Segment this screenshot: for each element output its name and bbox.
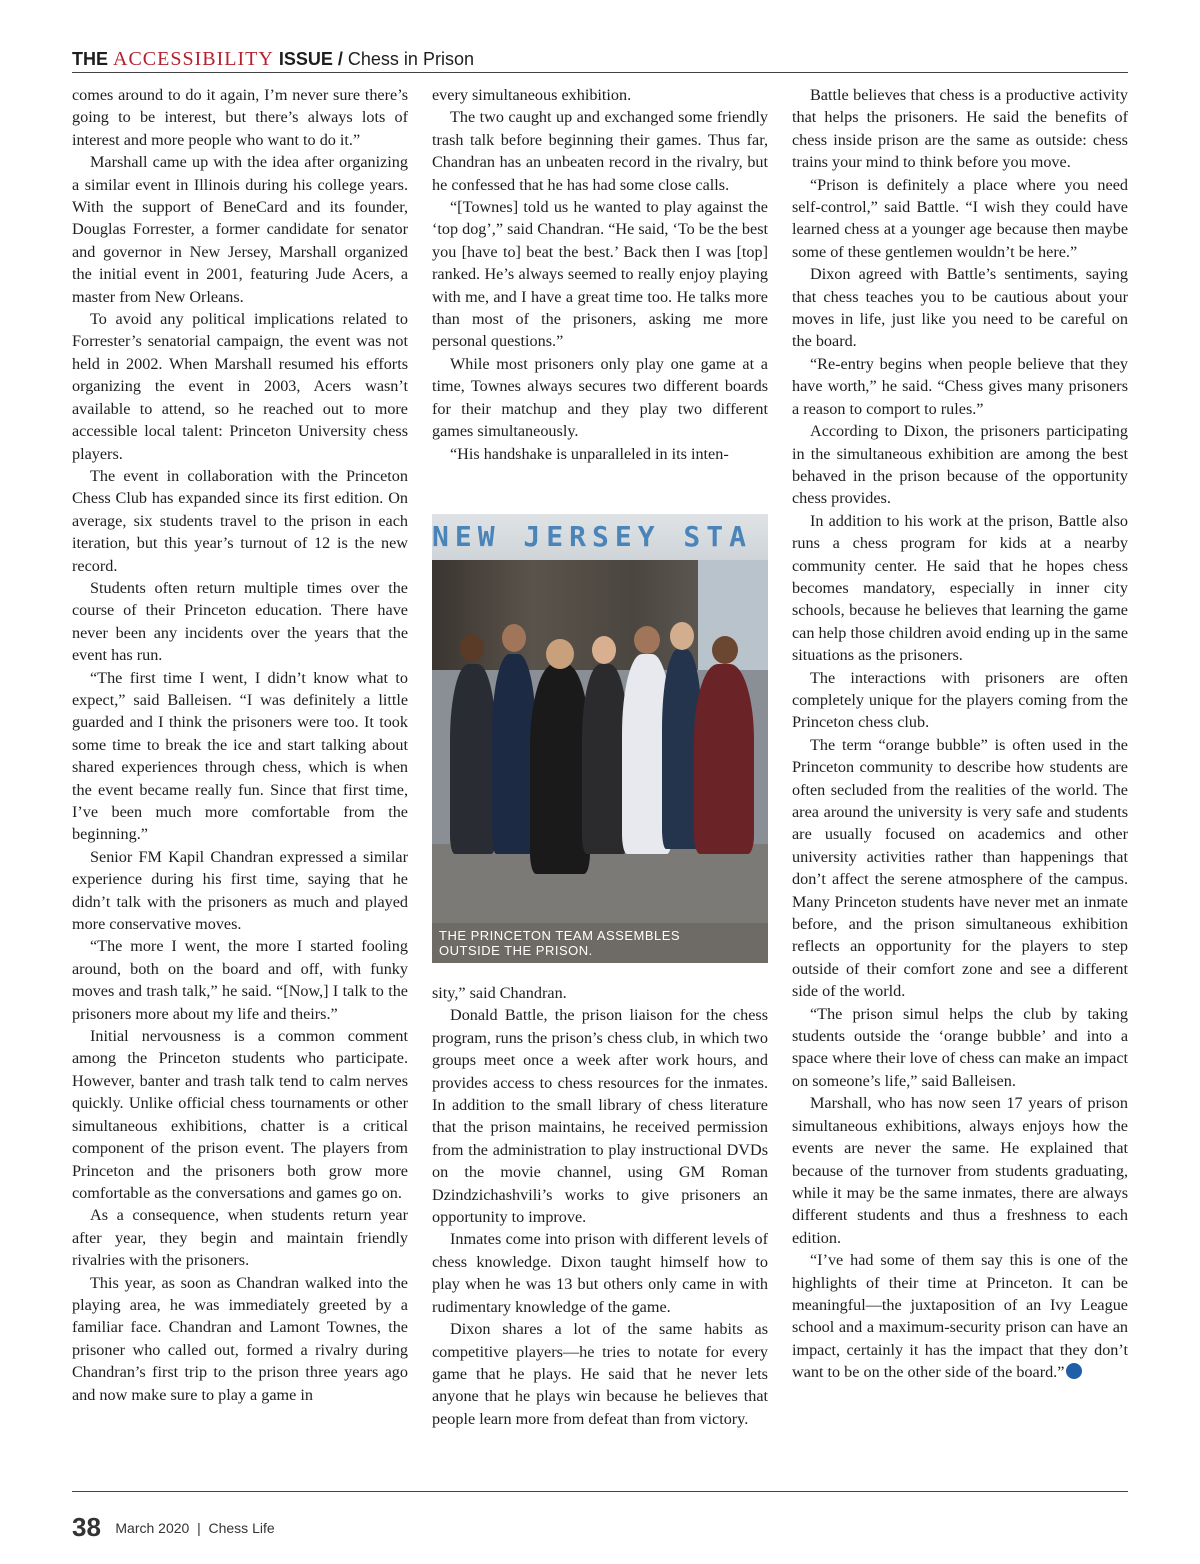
paragraph: “The prison simul helps the club by taking students outside the ‘orange bubble’ and into a space where their love of chess can make an impact on someone’s life,” said Balleisen. [792,1004,1128,1090]
photo-caption [432,923,768,963]
paragraph: Students often return multiple times over the course of their Princeton education. There have never been any incidents over the years that the event has run. [72,578,408,665]
header-accent: ACCESSIBILITY [113,48,274,70]
chess-life-endmark-icon [1066,1363,1082,1379]
person-head [712,636,738,664]
paragraph: This year, as soon as Chandran walked into the playing area, he was immediately greeted by a familiar face. Chandran and Lamont Townes, the prisoner who called out, formed a rivalry during Chandran’s first trip to the prison three years ago and now make sure to play a game in [72,1273,408,1404]
person-head [502,624,526,652]
paragraph: Initial nervousness is a common comment among the Princeton students who participate. However, banter and trash talk tend to calm nerves quickly. Unlike official chess tournaments or other simultaneous exhibitions, chatter is a critical component of the prison event. The players from Princeton and the prisoners both grow more comfortable as the conversations and games go on. [72,1027,408,1202]
paragraph: Senior FM Kapil Chandran expressed a similar experience during his first time, saying that he didn’t talk with the prisoners as much and played more conservative moves. [72,847,408,934]
paragraph: The interactions with prisoners are often completely unique for the players coming from the Princeton chess club. [792,668,1128,732]
caption-line: THE PRINCETON TEAM ASSEMBLES [439,928,681,943]
paragraph: In addition to his work at the prison, Battle also runs a chess program for kids at a nearby community center. He said that he hopes chess becomes mandatory, especially in inner city schools, because he believes that learning the game can help those children avoid ending up in the same situations as the prisoners. [792,511,1128,665]
paragraph: Inmates come into prison with different levels of chess knowledge. Dixon taught himself how to play when he was 13 but others only came in with rudimentary knowledge of the game. [432,1230,768,1316]
running-header [72,48,1128,72]
header-the: THE [72,49,108,69]
photo-ground [432,844,768,924]
paragraph: According to Dixon, the prisoners participating in the simultaneous exhibition are among the best behaved in the prison because of the opportunity chess provides. [792,422,1128,508]
paragraph: Dixon shares a lot of the same habits as competitive players—he tries to notate for every game that he plays. He said that he never lets anyone that he plays win because he believes that people learn more from defeat than from victory. [432,1320,768,1428]
paragraph-text: “I’ve had some of them say this is one of the highlights of their time at Princeton. It can be meaningful—the juxtaposition of an Ivy League school and a maximum-security prison can have an impact, certainly it has the impact that they don’t want to be on the other side of the board.” [792,1251,1128,1382]
article-column-3 [792,84,1128,1384]
paragraph: Marshall came up with the idea after organizing a similar event in Illinois during his college years. With the support of BeneCard and its founder, Douglas Forrester, a former candidate for senator and governor in New Jersey, Marshall organized the initial event in 2001, featuring Jude Acers, a master from New Orleans. [72,153,408,306]
paragraph: “Prison is definitely a place where you need self-control,” said Battle. “I wish they could have learned chess at a younger age because then maybe some of these gentlemen wouldn’t be here.” [792,175,1128,261]
prison-sign: NEW JERSEY STA [432,514,768,560]
article-column-1 [72,84,408,1406]
issue-info: March 2020 | Chess Life [115,1519,275,1536]
header-issue: ISSUE [278,49,333,69]
person-head [670,622,694,650]
person-figure [694,664,754,854]
paragraph: “The more I went, the more I started fooling around, both on the board and off, with funky moves and trash talk,” he said. “[Now,] I talk to the prisoners more about my life and theirs.” [72,937,408,1023]
paragraph: Marshall, who has now seen 17 years of prison simultaneous exhibitions, always enjoys how the events are never the same. He explained that because of the turnover from students graduating, while it may be the same inmates, there are always different students and thus a freshness to each edition. [792,1094,1128,1247]
paragraph: The two caught up and exchanged some friendly trash talk before beginning their games. Thus far, Chandran has an unbeaten record in the rivalry, but he confessed that he has had some close calls. [432,108,768,194]
team-photo [432,514,768,963]
person-head [460,634,484,662]
paragraph: “[Townes] told us he wanted to play against the ‘top dog’,” said Chandran. “He said, ‘To be the best you [have to] beat the best.’ Back then I was [top] ranked. He’s always seemed to really enjoy playing with me, and I have a great time too. He talks more than most of the prisoners, asking me more personal questions.” [432,198,769,351]
footer-rule [72,1491,1128,1492]
paragraph: comes around to do it again, I’m never sure there’s going to be interest, but there’s always lots of interest and more people who want to do it.” [72,86,408,149]
paragraph: Donald Battle, the prison liaison for the chess program, runs the prison’s chess club, in which two groups meet once a week after work hours, and provides access to chess resources for the inmates. In addition to the small library of chess literature that the prison maintains, he received permission from the administration to play instructional DVDs on the movie channel, using GM Roman Dzindzichashvili’s works to give prisoners an opportunity to improve. [432,1006,768,1227]
person-figure [450,664,496,854]
header-section: Chess in Prison [347,49,474,69]
page-footer [72,1512,275,1542]
person-head [546,639,574,669]
article-column-2 [432,84,768,465]
paragraph: The event in collaboration with the Princeton Chess Club has expanded since its first edition. On average, six students travel to the prison in each iteration, but this year’s turnout of 12 is the new record. [72,466,408,575]
paragraph: “The first time I went, I didn’t know what to expect,” said Balleisen. “I was definitely a little guarded and I think the prisoners were too. It took some time to break the ice and start talking about shared experiences through chess, which is when the event became really fun. Since that first time, I’ve been much more comfortable from the beginning.” [72,668,408,844]
paragraph: every simultaneous exhibition. [432,86,632,104]
paragraph: “His handshake is unparalleled in its inten- [450,444,729,463]
header-slash: / [337,49,343,69]
person-head [592,636,616,664]
person-head [634,626,660,654]
paragraph: The term “orange bubble” is often used in the Princeton community to describe how students are often secluded from the realities of the world. The area around the university is very safe and students are usually focused on academics and other university activities rather than happenings that don’t affect the serene atmosphere of the campus. Many Princeton students have never met an inmate before, and the prison simultaneous exhibition reflects an opportunity for the players to step outside of their comfort zone and see a different side of the world. [792,735,1128,1001]
paragraph: To avoid any political implications related to Forrester’s senatorial campaign, the event was not held in 2002. When Marshall resumed his efforts organizing the event in 2003, Acers wasn’t available to attend, so he reached out to more accessible local talent: Princeton University chess players. [72,310,408,463]
person-figure [530,664,590,874]
article-column-2-continued [432,982,768,1430]
paragraph: As a consequence, when students return year after year, they begin and maintain friendly rivalries with the prisoners. [72,1206,408,1270]
header-rule [72,72,1128,73]
paragraph: Battle believes that chess is a productive activity that helps the prisoners. He said the benefits of chess inside prison are the same as outside: chess trains your mind to think before you move. [792,86,1128,172]
paragraph: “Re-entry begins when people believe that they have worth,” he said. “Chess gives many prisoners a reason to comport to rules.” [792,354,1128,418]
paragraph: While most prisoners only play one game at a time, Townes always secures two different boards for their matchup and they play two different games simultaneously. [432,354,768,441]
paragraph-final [792,1249,1128,1383]
paragraph: Dixon agreed with Battle’s sentiments, saying that chess teaches you to be cautious about your moves in life, just like you need to be careful on the board. [792,265,1128,351]
paragraph: sity,” said Chandran. [432,984,567,1002]
page-number: 38 [72,1512,101,1542]
caption-line: OUTSIDE THE PRISON. [439,943,593,958]
